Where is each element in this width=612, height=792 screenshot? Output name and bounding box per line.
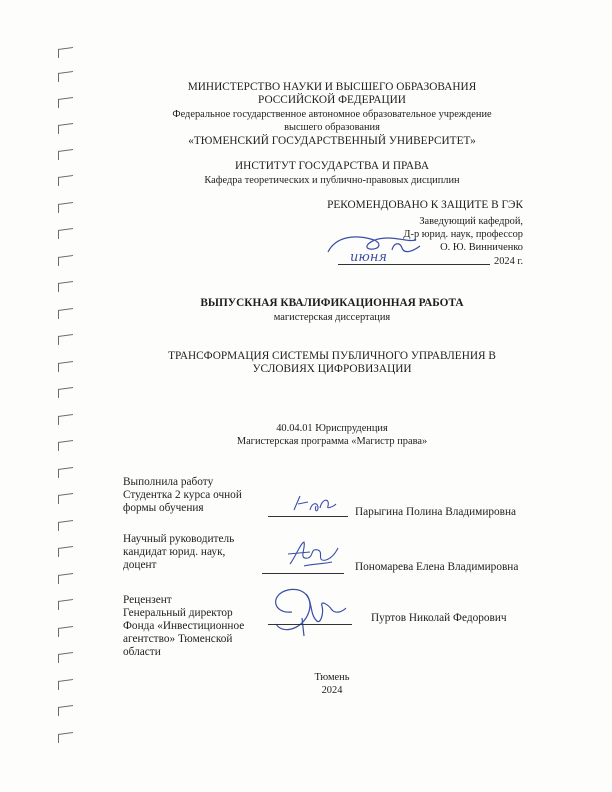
footer-year: 2024 — [321, 685, 343, 696]
program-name: Магистерская программа «Магистр права» — [236, 436, 428, 447]
supervisor-role-line: Научный руководитель — [123, 533, 235, 545]
university-name: «ТЮМЕНСКИЙ ГОСУДАРСТВЕННЫЙ УНИВЕРСИТЕТ» — [188, 135, 476, 147]
thesis-title-line-1: ТРАНСФОРМАЦИЯ СИСТЕМЫ ПУБЛИЧНОГО УПРАВЛЕНИЯ В — [168, 350, 496, 362]
binder-mark — [58, 520, 73, 531]
supervisor-role-line: доцент — [123, 559, 157, 571]
binder-mark — [58, 361, 73, 372]
binder-mark — [58, 493, 73, 504]
approval-degree: Д-р юрид. наук, профессор — [403, 229, 523, 240]
binder-mark — [58, 149, 73, 160]
reviewer-signature-line — [268, 624, 352, 625]
reviewer-role-line: Рецензент — [123, 594, 172, 606]
approval-year: 2024 г. — [494, 256, 524, 267]
author-role — [123, 476, 263, 515]
approval-heading: РЕКОМЕНДОВАНО К ЗАЩИТЕ В ГЭК — [327, 199, 523, 211]
date-handwritten: июня — [350, 250, 387, 265]
reviewer-role-line: области — [123, 646, 161, 658]
work-type: ВЫПУСКНАЯ КВАЛИФИКАЦИОННАЯ РАБОТА — [200, 297, 464, 309]
binder-mark — [58, 599, 73, 610]
approval-name: О. Ю. Винниченко — [440, 242, 523, 253]
binder-mark — [58, 281, 73, 292]
reviewer-role-line: агентство» Тюменской — [123, 633, 233, 645]
binder-mark — [58, 175, 73, 186]
binder-mark — [58, 255, 73, 266]
binder-mark — [58, 679, 73, 690]
reviewer-name: Пуртов Николай Федорович — [371, 612, 507, 624]
thesis-title-line-2: УСЛОВИЯХ ЦИФРОВИЗАЦИИ — [252, 363, 412, 375]
author-signature — [290, 492, 340, 516]
supervisor-signature — [282, 538, 342, 572]
specialty-code: 40.04.01 Юриспруденция — [276, 423, 388, 434]
binder-mark — [58, 705, 73, 716]
supervisor-name: Пономарева Елена Владимировна — [355, 561, 519, 573]
approval-position: Заведующий кафедрой, — [419, 216, 523, 227]
ministry-line-2: РОССИЙСКОЙ ФЕДЕРАЦИИ — [258, 94, 406, 106]
supervisor-role-line: кандидат юрид. наук, — [123, 546, 226, 558]
supervisor-role — [123, 533, 263, 572]
binder-mark — [58, 97, 73, 108]
binder-mark — [58, 414, 73, 425]
binder-mark — [58, 652, 73, 663]
reviewer-signature — [262, 584, 352, 640]
institution-line-2: высшего образования — [284, 122, 380, 133]
reviewer-role — [123, 594, 263, 659]
supervisor-signature-line — [262, 573, 344, 574]
author-name: Парыгина Полина Владимировна — [355, 506, 517, 518]
work-subtype: магистерская диссертация — [273, 312, 391, 323]
author-role-line: формы обучения — [123, 502, 204, 514]
binder-mark — [58, 546, 73, 557]
date-line — [338, 264, 490, 265]
institution-line-1: Федеральное государственное автономное образовательное учреждение — [172, 109, 492, 120]
binder-edge — [0, 0, 90, 792]
binder-mark — [58, 440, 73, 451]
author-signature-line — [268, 516, 348, 517]
department-name: Кафедра теоретических и публично-правовых дисциплин — [204, 175, 460, 186]
author-role-line: Студентка 2 курса очной — [123, 489, 242, 501]
binder-mark — [58, 123, 73, 134]
reviewer-role-line: Фонда «Инвестиционное — [123, 620, 245, 632]
reviewer-role-line: Генеральный директор — [123, 607, 233, 619]
binder-mark — [58, 732, 73, 743]
binder-mark — [58, 334, 73, 345]
binder-mark — [58, 47, 73, 58]
binder-mark — [58, 71, 73, 82]
city: Тюмень — [314, 672, 350, 683]
binder-mark — [58, 228, 73, 239]
binder-mark — [58, 387, 73, 398]
author-role-line: Выполнила работу — [123, 476, 214, 488]
institute-name: ИНСТИТУТ ГОСУДАРСТВА И ПРАВА — [235, 160, 429, 172]
ministry-line-1: МИНИСТЕРСТВО НАУКИ И ВЫСШЕГО ОБРАЗОВАНИЯ — [187, 81, 477, 93]
binder-mark — [58, 573, 73, 584]
binder-mark — [58, 467, 73, 478]
binder-mark — [58, 308, 73, 319]
binder-mark — [58, 202, 73, 213]
binder-mark — [58, 626, 73, 637]
